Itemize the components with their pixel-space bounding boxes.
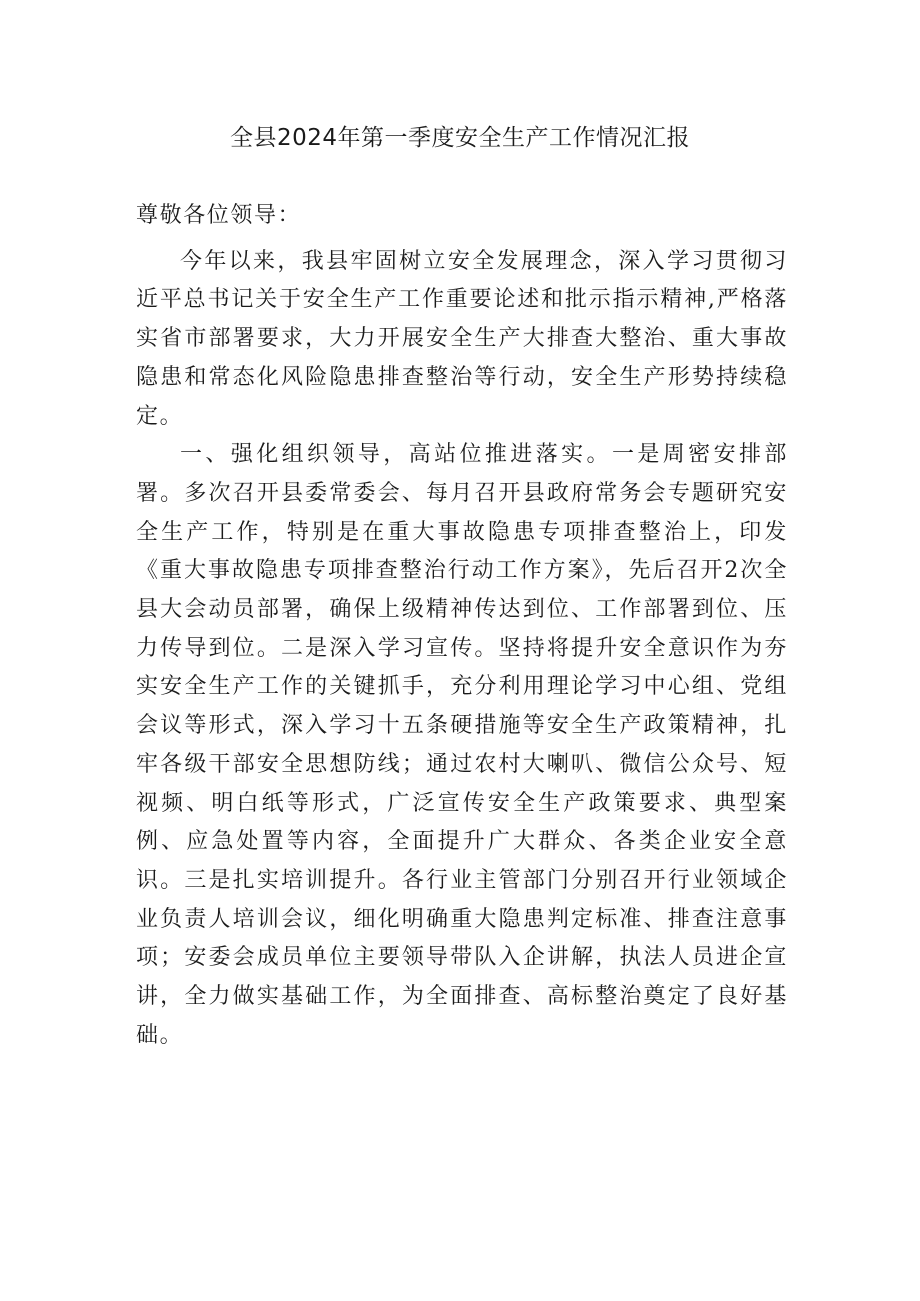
paragraph-intro: 今年以来，我县牢固树立安全发展理念，深入学习贯彻习近平总书记关于安全生产工作重要论述和批示指示精神,严格落实省市部署要求，大力开展安全生产大排查大整治、重大事故隐患和常态化风险隐患排查整治等行动，安全生产形势持续稳定。 xyxy=(136,248,788,429)
document-body xyxy=(136,197,788,1055)
document-title: 全县2024年第一季度安全生产工作情况汇报 xyxy=(229,125,691,151)
paragraph-section-one: 一、强化组织领导，高站位推进落实。一是周密安排部署。多次召开县委常委会、每月召开县政府常务会专题研究安全生产工作，特别是在重大事故隐患专项排查整治上，印发《重大事故隐患专项排查整治行动工作方案》，先后召开2次全县大会动员部署，确保上级精神传达到位、工作部署到位、压力传导到位。二是深入学习宣传。坚持将提升安全意识作为夯实安全生产工作的关键抓手，充分利用理论学习中心组、党组会议等形式，深入学习十五条硬措施等安全生产政策精神，扎牢各级干部安全思想防线；通过农村大喇叭、微信公众号、短视频、明白纸等形式，广泛宣传安全生产政策要求、典型案例、应急处置等内容，全面提升广大群众、各类企业安全意识。三是扎实培训提升。各行业主管部门分别召开行业领域企业负责人培训会议，细化明确重大隐患判定标准、排查注意事项；安委会成员单位主要领导带队入企讲解，执法人员进企宣讲，全力做实基础工作，为全面排查、高标整治奠定了良好基础。 xyxy=(136,442,788,1048)
salutation: 尊敬各位领导： xyxy=(136,203,302,228)
